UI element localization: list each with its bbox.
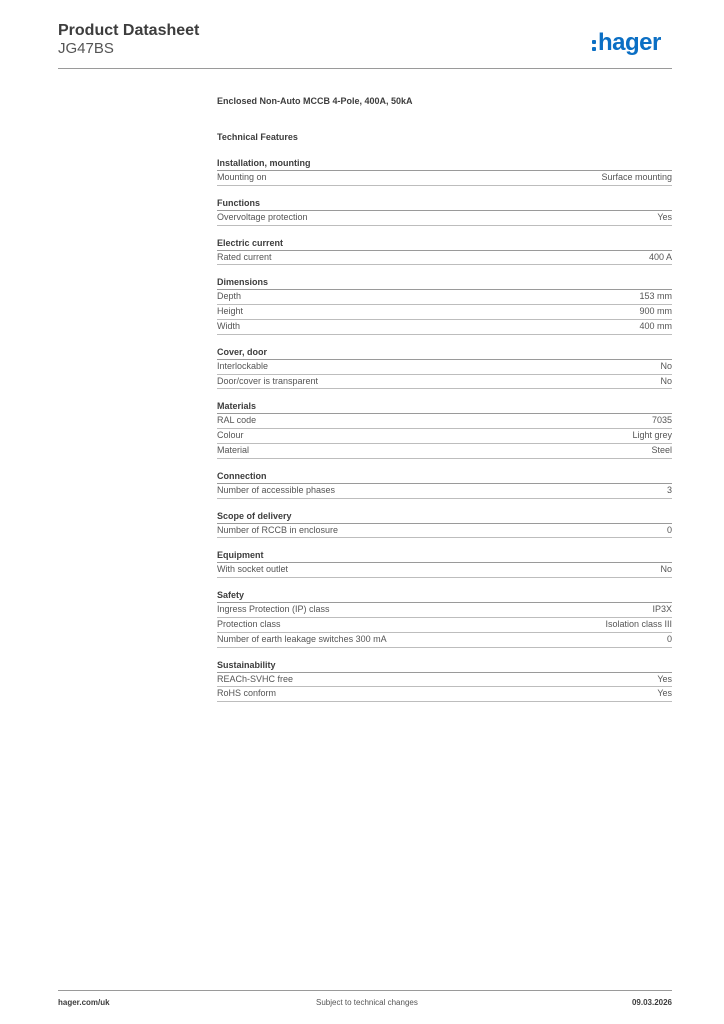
feature-section	[217, 590, 672, 647]
feature-label: Interlockable	[217, 360, 269, 371]
logo-text: hager	[598, 29, 661, 56]
feature-label: Rated current	[217, 251, 272, 262]
feature-sections	[217, 158, 672, 702]
feature-value: 3	[666, 484, 672, 495]
feature-row	[217, 563, 672, 578]
feature-row	[217, 429, 672, 444]
feature-section	[217, 511, 672, 539]
section-title: Electric current	[217, 238, 672, 251]
footer-note: Subject to technical changes	[316, 998, 418, 1007]
feature-row	[217, 673, 672, 688]
feature-label: REACh-SVHC free	[217, 673, 294, 684]
feature-label: Ingress Protection (IP) class	[217, 604, 330, 615]
feature-value: No	[660, 360, 672, 371]
feature-row	[217, 211, 672, 226]
feature-label: Colour	[217, 430, 244, 441]
feature-row	[217, 251, 672, 266]
feature-value: Steel	[651, 444, 672, 455]
section-title: Sustainability	[217, 660, 672, 673]
feature-label: Protection class	[217, 618, 281, 629]
feature-value: 900 mm	[639, 306, 672, 317]
section-title: Installation, mounting	[217, 158, 672, 171]
feature-row	[217, 414, 672, 429]
feature-row	[217, 305, 672, 320]
feature-row	[217, 360, 672, 375]
feature-label: Number of RCCB in enclosure	[217, 524, 339, 535]
feature-value: 0	[666, 524, 672, 535]
feature-value: 7035	[651, 415, 672, 426]
feature-label: Number of accessible phases	[217, 484, 336, 495]
feature-value: 0	[666, 633, 672, 644]
feature-label: Height	[217, 306, 244, 317]
feature-row	[217, 687, 672, 702]
feature-label: Width	[217, 320, 241, 331]
feature-row	[217, 171, 672, 186]
features-heading: Technical Features	[217, 132, 298, 142]
feature-value: Surface mounting	[601, 172, 672, 182]
datasheet-content	[217, 96, 672, 702]
section-title: Dimensions	[217, 277, 672, 290]
feature-section	[217, 347, 672, 390]
feature-row	[217, 484, 672, 499]
feature-section	[217, 277, 672, 334]
feature-label: Number of earth leakage switches 300 mA	[217, 633, 387, 644]
product-name: Enclosed Non-Auto MCCB 4-Pole, 400A, 50kA	[217, 96, 413, 106]
feature-label: RAL code	[217, 415, 257, 426]
feature-value: Yes	[657, 688, 672, 699]
feature-label: With socket outlet	[217, 564, 289, 575]
feature-label: Door/cover is transparent	[217, 375, 319, 386]
footer-divider	[58, 990, 672, 991]
feature-section	[217, 158, 672, 186]
section-title: Cover, door	[217, 347, 672, 360]
section-title: Equipment	[217, 550, 672, 563]
feature-label: Overvoltage protection	[217, 211, 308, 222]
feature-value: Yes	[657, 673, 672, 684]
section-title: Connection	[217, 471, 672, 484]
feature-value: No	[660, 564, 672, 575]
feature-row	[217, 290, 672, 305]
feature-label: Depth	[217, 291, 242, 302]
logo-dots-icon	[592, 40, 596, 51]
feature-row	[217, 633, 672, 648]
feature-value: 400 mm	[639, 320, 672, 331]
product-code: JG47BS	[58, 40, 114, 57]
feature-label: Mounting on	[217, 172, 267, 182]
feature-row	[217, 524, 672, 539]
section-title: Scope of delivery	[217, 511, 672, 524]
page-title: Product Datasheet	[58, 22, 200, 39]
feature-label: Material	[217, 444, 250, 455]
feature-value: 153 mm	[639, 291, 672, 302]
section-title: Materials	[217, 401, 672, 414]
feature-value: No	[660, 375, 672, 386]
feature-section	[217, 471, 672, 499]
feature-value: Isolation class III	[605, 618, 672, 629]
feature-section	[217, 198, 672, 226]
header-divider	[58, 68, 672, 69]
hager-logo	[592, 26, 661, 60]
feature-section	[217, 550, 672, 578]
section-title: Safety	[217, 590, 672, 603]
feature-row	[217, 603, 672, 618]
section-title: Functions	[217, 198, 672, 211]
feature-section	[217, 401, 672, 458]
feature-value: Light grey	[632, 430, 672, 441]
feature-value: 400 A	[648, 251, 672, 262]
feature-section	[217, 660, 672, 703]
feature-value: Yes	[657, 211, 672, 222]
feature-row	[217, 618, 672, 633]
feature-row	[217, 444, 672, 459]
feature-label: RoHS conform	[217, 688, 277, 699]
feature-row	[217, 375, 672, 390]
feature-row	[217, 320, 672, 335]
footer-date: 09.03.2026	[631, 998, 672, 1007]
footer-website[interactable]: hager.com/uk	[58, 998, 110, 1007]
feature-value: IP3X	[652, 604, 672, 615]
feature-section	[217, 238, 672, 266]
